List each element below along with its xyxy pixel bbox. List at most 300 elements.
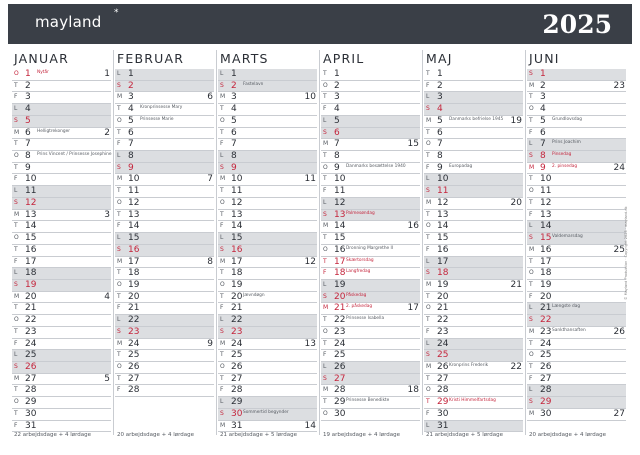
day-row: [321, 385, 420, 397]
month-name: JUNI: [529, 51, 560, 66]
day-number: 3: [25, 92, 31, 103]
day-number: 4: [437, 104, 443, 115]
day-note: 2. påskedag: [346, 304, 373, 310]
day-row: [12, 362, 111, 374]
week-number: 15: [407, 139, 419, 150]
day-number: 1: [334, 69, 340, 79]
day-row: [115, 385, 214, 397]
weekday-letter: L: [14, 269, 18, 277]
day-row: [218, 233, 317, 245]
day-row: [321, 128, 420, 140]
day-number: 2: [25, 80, 31, 91]
day-number: 19: [437, 279, 449, 290]
weekday-letter: L: [220, 234, 224, 242]
day-number: 4: [334, 104, 340, 115]
weekday-letter: O: [426, 304, 431, 312]
week-number: 7: [207, 174, 213, 185]
day-number: 29: [437, 397, 449, 408]
day-number: 26: [231, 361, 243, 372]
weekday-letter: F: [117, 222, 121, 230]
weekday-letter: S: [14, 362, 18, 370]
weekday-letter: O: [220, 362, 225, 370]
weekday-letter: O: [323, 409, 328, 417]
day-number: 25: [437, 350, 449, 361]
weekday-letter: T: [323, 152, 327, 160]
day-number: 15: [540, 233, 552, 244]
day-number: 14: [25, 221, 37, 232]
day-row: [527, 362, 626, 374]
weekday-letter: O: [14, 152, 19, 160]
day-number: 1: [25, 69, 31, 79]
weekday-letter: T: [529, 198, 533, 206]
week-number: 1: [104, 69, 110, 79]
weekday-letter: O: [117, 116, 122, 124]
day-number: 11: [231, 186, 243, 197]
day-row: [424, 116, 523, 128]
weekday-letter: F: [220, 222, 224, 230]
day-row: [218, 81, 317, 93]
weekday-letter: T: [117, 105, 121, 113]
day-note: Prins Joachim: [552, 140, 581, 146]
weekday-letter: T: [117, 351, 121, 359]
day-row: [12, 374, 111, 386]
day-row: [218, 104, 317, 116]
day-row: [218, 339, 317, 351]
weekday-letter: L: [117, 234, 121, 242]
day-row: [115, 186, 214, 198]
weekday-letter: T: [426, 70, 430, 77]
day-number: 23: [437, 326, 449, 337]
day-row: [424, 315, 523, 327]
weekday-letter: T: [426, 398, 430, 406]
weekday-letter: F: [323, 351, 327, 359]
weekday-letter: L: [426, 257, 430, 265]
day-number: 20: [25, 291, 37, 302]
day-note: Europadag: [449, 163, 473, 169]
week-number: 2: [104, 127, 110, 138]
weekday-letter: M: [117, 175, 123, 183]
weekday-letter: L: [323, 116, 327, 124]
day-row: [527, 245, 626, 257]
day-number: 28: [231, 385, 243, 396]
day-row: [115, 233, 214, 245]
day-number: 13: [540, 209, 552, 220]
weekday-letter: F: [323, 187, 327, 195]
day-row: [218, 327, 317, 339]
weekday-letter: F: [529, 210, 533, 218]
day-number: 18: [540, 268, 552, 279]
day-row: [424, 257, 523, 269]
weekday-letter: S: [14, 198, 18, 206]
day-number: 31: [25, 420, 37, 431]
day-number: 2: [128, 80, 134, 91]
week-number: 5: [104, 373, 110, 384]
day-number: 9: [128, 162, 134, 173]
day-row: [321, 139, 420, 151]
day-row: [424, 186, 523, 198]
day-number: 11: [540, 186, 552, 197]
month-name: MAJ: [426, 51, 453, 66]
day-number: 1: [128, 69, 134, 79]
day-number: 23: [25, 326, 37, 337]
day-row: [218, 374, 317, 386]
day-note: Grundlovsdag: [552, 116, 582, 122]
weekday-letter: S: [220, 245, 224, 253]
day-row: [424, 303, 523, 315]
weekday-letter: O: [323, 245, 328, 253]
day-number: 10: [437, 174, 449, 185]
month-footer: 20 arbejdsdage + 4 lørdage: [117, 432, 195, 438]
day-list: [321, 69, 420, 421]
day-row: [321, 174, 420, 186]
day-number: 26: [437, 361, 449, 372]
weekday-letter: T: [323, 316, 327, 324]
day-number: 7: [128, 139, 134, 150]
weekday-letter: M: [323, 222, 329, 230]
day-number: 8: [128, 151, 134, 162]
day-row: [218, 186, 317, 198]
brand-logo: mayland: [35, 13, 102, 31]
week-number: 24: [613, 162, 625, 173]
day-row: [115, 374, 214, 386]
day-number: 24: [334, 338, 346, 349]
day-number: 28: [334, 385, 346, 396]
week-number: 25: [613, 244, 625, 255]
day-number: 15: [231, 233, 243, 244]
day-number: 15: [25, 233, 37, 244]
day-row: [115, 280, 214, 292]
weekday-letter: O: [14, 316, 19, 324]
month-footer: 20 arbejdsdage + 4 lørdage: [529, 432, 607, 438]
day-row: [424, 362, 523, 374]
day-number: 17: [128, 256, 140, 267]
day-number: 6: [128, 127, 134, 138]
weekday-letter: S: [14, 116, 18, 124]
column-divider: [216, 50, 217, 435]
day-number: 5: [437, 115, 443, 126]
weekday-letter: O: [323, 327, 328, 335]
weekday-letter: O: [426, 222, 431, 230]
day-row: [321, 245, 420, 257]
day-number: 7: [25, 139, 31, 150]
day-number: 15: [437, 233, 449, 244]
day-number: 12: [540, 197, 552, 208]
day-number: 19: [25, 279, 37, 290]
day-number: 17: [437, 256, 449, 267]
day-number: 1: [437, 69, 443, 79]
day-number: 8: [437, 151, 443, 162]
month-footer: 22 arbejdsdage + 4 lørdage: [14, 432, 92, 438]
day-row: [12, 303, 111, 315]
weekday-letter: O: [529, 269, 534, 277]
day-number: 2: [334, 80, 340, 91]
weekday-letter: F: [220, 386, 224, 394]
weekday-letter: L: [117, 152, 121, 160]
day-number: 20: [231, 291, 243, 302]
day-row: [115, 315, 214, 327]
day-number: 21: [437, 303, 449, 314]
day-number: 8: [334, 151, 340, 162]
day-row: [12, 174, 111, 186]
day-note: Prinsesse Benedikte: [346, 398, 390, 404]
day-note: Sommertid begynder: [243, 409, 289, 415]
day-row: [12, 339, 111, 351]
day-number: 11: [437, 186, 449, 197]
day-number: 25: [25, 350, 37, 361]
weekday-letter: M: [220, 257, 226, 265]
month-name: FEBRUAR: [117, 51, 185, 66]
day-list: [527, 69, 626, 421]
brand-star-icon: *: [114, 8, 119, 18]
day-number: 10: [334, 174, 346, 185]
day-number: 30: [540, 408, 552, 419]
day-row: [527, 174, 626, 186]
weekday-letter: F: [117, 140, 121, 148]
day-row: [424, 139, 523, 151]
day-number: 14: [128, 221, 140, 232]
day-number: 3: [334, 92, 340, 103]
day-note: 2. pinsedag: [552, 163, 578, 169]
day-number: 22: [437, 315, 449, 326]
day-number: 16: [540, 244, 552, 255]
day-row: [115, 292, 214, 304]
calendar-year: 2025: [542, 10, 612, 39]
day-row: [424, 374, 523, 386]
day-row: [218, 385, 317, 397]
weekday-letter: L: [220, 316, 224, 324]
day-number: 26: [334, 361, 346, 372]
weekday-letter: F: [323, 269, 327, 277]
day-row: [321, 198, 420, 210]
weekday-letter: F: [426, 245, 430, 253]
day-number: 26: [540, 361, 552, 372]
day-number: 9: [540, 162, 546, 173]
weekday-letter: L: [14, 187, 18, 195]
column-divider: [525, 50, 526, 435]
day-row: [424, 409, 523, 421]
day-row: [527, 210, 626, 222]
weekday-letter: S: [426, 269, 430, 277]
day-number: 13: [25, 209, 37, 220]
day-row: [321, 339, 420, 351]
day-row: [527, 327, 626, 339]
month-name: JANUAR: [14, 51, 69, 66]
day-row: [424, 292, 523, 304]
weekday-letter: T: [529, 339, 533, 347]
weekday-letter: T: [426, 152, 430, 160]
weekday-letter: T: [14, 245, 18, 253]
weekday-letter: S: [426, 187, 430, 195]
day-number: 22: [231, 315, 243, 326]
day-number: 15: [334, 233, 346, 244]
day-row: [424, 221, 523, 233]
weekday-letter: O: [14, 398, 19, 406]
day-number: 6: [334, 127, 340, 138]
day-note: Danmarks befrielse 1945: [449, 116, 504, 122]
weekday-letter: T: [220, 187, 224, 195]
day-number: 19: [334, 279, 346, 290]
weekday-letter: F: [117, 386, 121, 394]
day-row: [115, 245, 214, 257]
day-note: Prinsesse Marie: [140, 116, 174, 122]
day-row: [527, 315, 626, 327]
day-number: 31: [231, 420, 243, 431]
month-column: [321, 50, 420, 443]
day-row: [12, 198, 111, 210]
weekday-letter: L: [426, 339, 430, 347]
day-row: [12, 409, 111, 421]
day-number: 9: [231, 162, 237, 173]
day-number: 29: [334, 397, 346, 408]
day-number: 17: [231, 256, 243, 267]
weekday-letter: L: [14, 105, 18, 113]
day-row: [527, 198, 626, 210]
column-divider: [422, 50, 423, 435]
day-row: [218, 128, 317, 140]
week-number: 14: [304, 420, 316, 431]
day-number: 11: [334, 186, 346, 197]
day-note: Pinsedag: [552, 152, 572, 158]
weekday-letter: M: [117, 257, 123, 265]
day-row: [527, 409, 626, 421]
day-row: [321, 163, 420, 175]
weekday-letter: S: [426, 105, 430, 113]
day-row: [12, 257, 111, 269]
weekday-letter: T: [117, 269, 121, 277]
day-row: [218, 421, 317, 433]
day-row: [12, 104, 111, 116]
months-grid: [12, 50, 630, 443]
week-number: 11: [304, 174, 316, 185]
day-row: [115, 163, 214, 175]
day-row: [527, 139, 626, 151]
day-note: Nytår: [37, 70, 49, 75]
day-row: [424, 268, 523, 280]
month-footer: 21 arbejdsdage + 5 lørdage: [220, 432, 298, 438]
day-number: 5: [334, 115, 340, 126]
day-number: 7: [231, 139, 237, 150]
day-number: 24: [540, 338, 552, 349]
weekday-letter: T: [529, 93, 533, 101]
day-number: 5: [128, 115, 134, 126]
day-row: [115, 198, 214, 210]
day-row: [12, 268, 111, 280]
week-number: 17: [407, 303, 419, 314]
week-number: 21: [510, 279, 522, 290]
day-row: [218, 198, 317, 210]
day-number: 2: [540, 80, 546, 91]
day-number: 21: [540, 303, 552, 314]
weekday-letter: L: [529, 304, 533, 312]
weekday-letter: T: [117, 210, 121, 218]
week-number: 27: [613, 408, 625, 419]
day-row: [321, 280, 420, 292]
weekday-letter: F: [426, 409, 430, 417]
day-number: 27: [334, 373, 346, 384]
day-number: 27: [437, 373, 449, 384]
column-divider: [113, 50, 114, 435]
day-row: [12, 327, 111, 339]
weekday-letter: M: [426, 198, 432, 206]
weekday-letter: T: [529, 362, 533, 370]
day-number: 8: [25, 151, 31, 162]
day-row: [424, 210, 523, 222]
weekday-letter: T: [14, 304, 18, 312]
day-row: [115, 104, 214, 116]
day-number: 30: [437, 408, 449, 419]
day-row: [527, 81, 626, 93]
weekday-letter: M: [14, 292, 20, 300]
weekday-letter: M: [529, 409, 535, 417]
day-row: [218, 92, 317, 104]
month-column: [218, 50, 317, 443]
day-number: 14: [540, 221, 552, 232]
weekday-letter: O: [117, 362, 122, 370]
month-column: [115, 50, 214, 443]
day-number: 7: [540, 139, 546, 150]
day-number: 13: [334, 209, 346, 220]
day-number: 14: [231, 221, 243, 232]
weekday-letter: L: [117, 70, 121, 77]
week-number: 22: [510, 361, 522, 372]
day-row: [218, 151, 317, 163]
weekday-letter: T: [323, 70, 327, 77]
weekday-letter: O: [529, 187, 534, 195]
day-row: [527, 268, 626, 280]
weekday-letter: M: [14, 128, 20, 136]
day-row: [424, 92, 523, 104]
day-number: 3: [128, 92, 134, 103]
weekday-letter: F: [529, 374, 533, 382]
day-row: [321, 362, 420, 374]
day-number: 21: [334, 303, 346, 314]
column-divider: [319, 50, 320, 435]
day-number: 22: [25, 315, 37, 326]
weekday-letter: S: [529, 70, 533, 77]
month-column: [12, 50, 111, 443]
day-row: [424, 385, 523, 397]
day-number: 1: [231, 69, 237, 79]
week-number: 12: [304, 256, 316, 267]
day-row: [321, 69, 420, 81]
day-note: Dronning Margrethe II: [346, 245, 394, 251]
weekday-letter: O: [220, 116, 225, 124]
weekday-letter: M: [529, 81, 535, 89]
day-number: 1: [540, 69, 546, 79]
day-row: [527, 303, 626, 315]
weekday-letter: T: [220, 128, 224, 136]
month-footer: 21 arbejdsdage + 5 lørdage: [426, 432, 504, 438]
week-number: 23: [613, 80, 625, 91]
day-row: [12, 350, 111, 362]
week-number: 18: [407, 385, 419, 396]
weekday-letter: M: [14, 210, 20, 218]
weekday-letter: F: [529, 292, 533, 300]
day-number: 27: [25, 373, 37, 384]
weekday-letter: F: [14, 339, 18, 347]
weekday-letter: F: [323, 105, 327, 113]
day-row: [321, 409, 420, 421]
weekday-letter: M: [14, 374, 20, 382]
day-number: 9: [25, 162, 31, 173]
day-number: 22: [334, 315, 346, 326]
weekday-letter: T: [323, 398, 327, 406]
day-number: 10: [25, 174, 37, 185]
weekday-letter: L: [529, 222, 533, 230]
day-row: [218, 163, 317, 175]
day-row: [321, 303, 420, 315]
day-number: 28: [25, 385, 37, 396]
